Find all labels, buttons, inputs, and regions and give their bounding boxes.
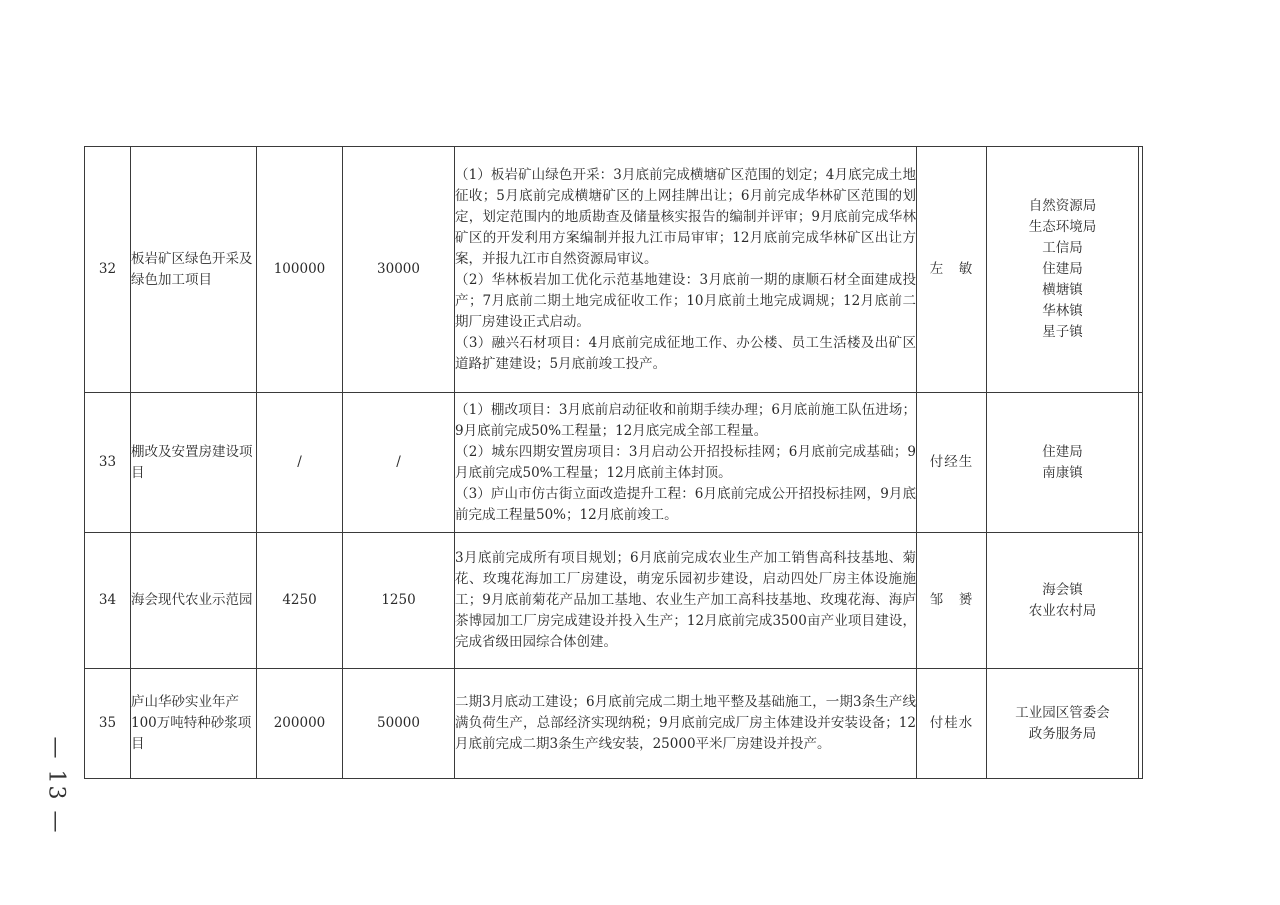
responsible-unit: 自然资源局 [1028,198,1097,214]
responsible-unit: 农业农村局 [1028,602,1097,619]
remark-cell [1139,393,1143,533]
responsible-unit: 海会镇 [1042,581,1083,598]
project-name-cell [131,669,257,779]
annual-investment: 1250 [381,592,416,608]
responsible-unit: 住建局 [1042,443,1083,460]
remark-cell [1139,533,1143,669]
table-row [85,393,1143,533]
row-number-cell [85,533,131,669]
progress-paragraph: （2）华林板岩加工优化示范基地建设：3月底前一期的康顺石材全面建成投产；7月底前二期土地完成征收工作；10月底前土地完成调规；12月底前二期厂房建设正式启动。 [455,271,916,330]
project-name-cell [131,533,257,669]
responsible-units-cell [987,669,1139,779]
progress-paragraph: （3）融兴石材项目：4月底前完成征地工作、办公楼、员工生活楼及出矿区道路扩建建设；5月底前竣工投产。 [455,334,916,372]
progress-paragraph: 二期3月底动工建设；6月底前完成二期土地平整及基础施工，一期3条生产线满负荷生产，总部经济实现纳税；9月底前完成厂房主体建设并安装设备；12月底前完成二期3条生产线安装，25000平米厂房建设并投产。 [455,694,916,752]
project-name-cell [131,393,257,533]
total-investment-cell [257,533,343,669]
responsible-leader-cell [917,393,987,533]
project-table [84,146,1143,779]
remark-cell [1139,669,1143,779]
row-number: 35 [98,715,117,731]
total-investment: 200000 [273,715,326,731]
progress-content-cell [455,147,917,393]
responsible-unit: 工信局 [1042,240,1083,256]
responsible-leader-cell [917,669,987,779]
responsible-unit: 住建局 [1042,261,1083,277]
progress-paragraph: （1）板岩矿山绿色开采：3月底前完成横塘矿区范围的划定；4月底完成土地征收；5月底前完成横塘矿区的上网挂牌出让；6月前完成华林矿区范围的划定，划定范围内的地质勘查及储量核实报告的编制并评审；9月底前完成华林矿区的开发利用方案编制并报九江市局审审；12月底前完成华林矿区出让方案，并报九江市自然资源局审议。 [455,166,916,267]
total-investment: 4250 [282,592,317,608]
total-investment-cell [257,669,343,779]
project-name: 棚改及安置房建设项目 [131,443,253,481]
responsible-leader: 付桂水 [929,715,974,731]
total-investment: / [297,454,302,470]
project-name: 板岩矿区绿色开采及绿色加工项目 [131,250,253,288]
annual-investment-cell [343,147,455,393]
responsible-unit: 华林镇 [1042,303,1083,319]
row-number-cell [85,393,131,533]
annual-investment: 50000 [377,715,420,731]
project-name: 海会现代农业示范园 [131,592,253,608]
responsible-unit: 生态环境局 [1028,219,1097,235]
project-name-cell [131,147,257,393]
progress-paragraph: （1）棚改项目：3月底前启动征收和前期手续办理；6月底前施工队伍进场；9月底前完成50%工程量；12月底完成全部工程量。 [455,401,916,439]
responsible-leader-cell [917,147,987,393]
row-number: 33 [98,454,117,470]
responsible-leader: 左 敏 [929,261,974,277]
progress-content-cell [455,669,917,779]
table-row [85,533,1143,669]
page-number [43,736,69,834]
responsible-units-cell [987,393,1139,533]
row-number: 32 [98,261,117,277]
annual-investment-cell [343,533,455,669]
progress-paragraph: （3）庐山市仿古街立面改造提升工程：6月底前完成公开招投标挂网，9月底前完成工程量50%；12月底前竣工。 [455,485,916,523]
progress-paragraph: （2）城东四期安置房项目：3月启动公开招投标挂网；6月底前完成基础；9月底前完成50%工程量；12月底前主体封顶。 [455,443,916,481]
total-investment-cell [257,393,343,533]
row-number-cell [85,147,131,393]
responsible-leader: 邹 赟 [929,592,974,608]
row-number: 34 [98,592,117,608]
total-investment: 100000 [273,261,326,277]
page-number-text: — 13 — [43,736,69,834]
responsible-leader-cell [917,533,987,669]
annual-investment: / [396,454,401,470]
progress-paragraph: 3月底前完成所有项目规划；6月底前完成农业生产加工销售高科技基地、菊花、玫瑰花海加工厂房建设，萌宠乐园初步建设，启动四处厂房主体设施施工；9月底前菊花产品加工基地、农业生产加工高科技基地、玫瑰花海、海庐茶博园加工厂房完成建设并投入生产；12月底前完成3500亩产业项目建设，完成省级田园综合体创建。 [455,550,916,650]
table-row [85,147,1143,393]
responsible-unit: 横塘镇 [1042,282,1083,298]
responsible-unit: 政务服务局 [1028,725,1097,742]
table-body [85,147,1143,779]
responsible-leader: 付经生 [929,454,974,470]
annual-investment: 30000 [377,261,420,277]
progress-content-cell [455,533,917,669]
remark-cell [1139,147,1143,393]
table-row [85,669,1143,779]
progress-content-cell [455,393,917,533]
project-name: 庐山华砂实业年产100万吨特种砂浆项目 [131,694,252,752]
responsible-units-cell [987,533,1139,669]
responsible-unit: 工业园区管委会 [1015,704,1110,721]
row-number-cell [85,669,131,779]
responsible-unit: 南康镇 [1042,464,1083,481]
responsible-units-cell [987,147,1139,393]
responsible-unit: 星子镇 [1042,324,1083,340]
annual-investment-cell [343,393,455,533]
total-investment-cell [257,147,343,393]
annual-investment-cell [343,669,455,779]
